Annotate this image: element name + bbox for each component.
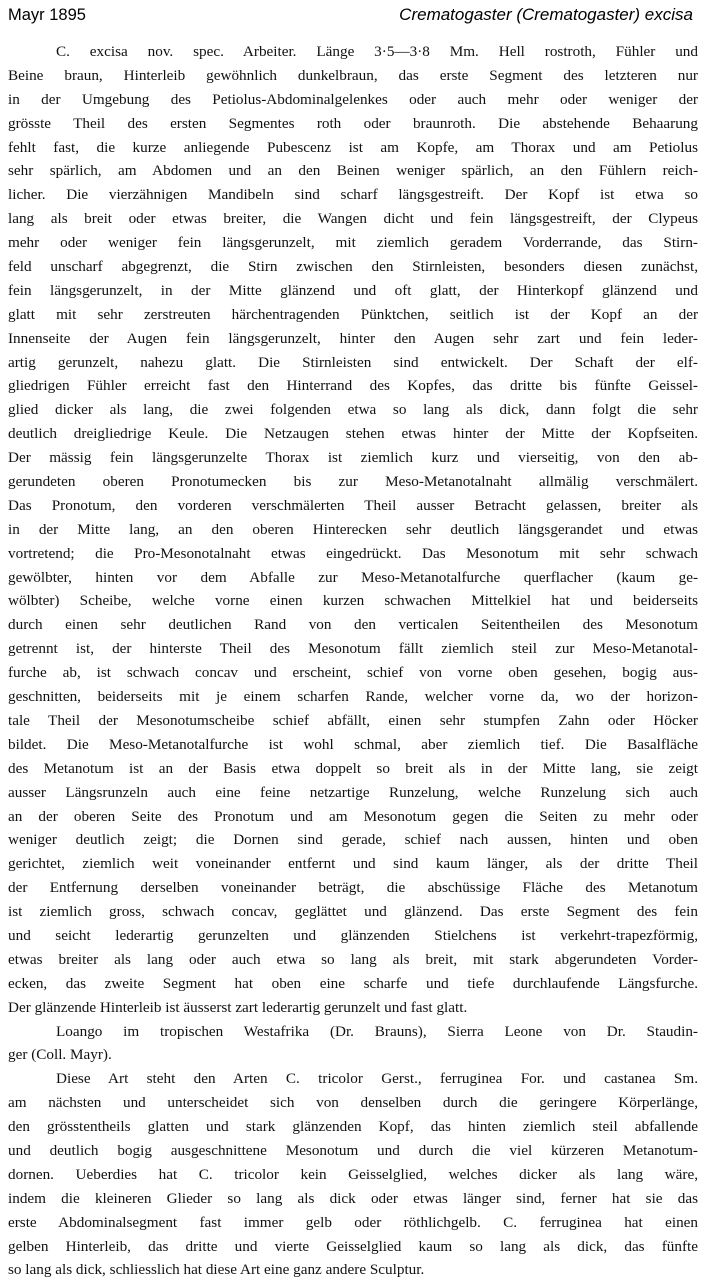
text-line: deutlich dreigliedrige Keule. Die Netzaugen stehen etwas hinter der Mitte der Kopfseiten. xyxy=(8,425,698,443)
text-line: und deutlich bogig ausgeschnittene Mesonotum und durch die viel kürzeren Metanotum- xyxy=(8,1141,698,1159)
text-line: tale Theil der Mesonotumscheibe schief abfällt, einen sehr stumpfen Zahn oder Höcker xyxy=(8,711,698,729)
text-line: vortretend; die Pro-Mesonotalnaht etwas eingedrückt. Das Mesonotum mit sehr schwach xyxy=(8,544,698,562)
text-line: am nächsten und unterscheidet sich von denselben durch die geringere Körperlänge, xyxy=(8,1094,698,1112)
text-line: indem die kleineren Glieder so lang als dick oder etwas länger sind, ferner hat sie das xyxy=(8,1189,698,1207)
text-line: fein längsgerunzelt, in der Mitte glänzend und oft glatt, der Hinterkopf glänzend und xyxy=(8,281,698,299)
text-line: licher. Die vierzähnigen Mandibeln sind scharf längsgestreift. Der Kopf ist etwa so xyxy=(8,186,698,204)
text-line: des Metanotum ist an der Basis etwa doppelt so breit als in der Mitte lang, sie zeigt xyxy=(8,759,698,777)
text-line: weniger deutlich zeigt; die Dornen sind gerade, schief nach aussen, hinten und oben xyxy=(8,831,698,849)
text-line: Der mässig fein längsgerunzelte Thorax ist ziemlich kurz und vierseitig, von den ab- xyxy=(8,449,698,467)
text-line: etwas breiter als lang oder auch etwa so lang als breit, mit stark abgerundeten Vorder- xyxy=(8,950,698,968)
text-line: Diese Art steht den Arten C. tricolor Gerst., ferruginea For. und castanea Sm. xyxy=(56,1070,698,1088)
text-line: und seicht lederartig gerunzelten und glänzenden Stielchens ist verkehrt-trapezförmig, xyxy=(8,926,698,944)
text-line: Loango im tropischen Westafrika (Dr. Brauns), Sierra Leone von Dr. Staudin- xyxy=(56,1022,698,1040)
text-line: erste Abdominalsegment fast immer gelb oder röthlichgelb. C. ferruginea hat einen xyxy=(8,1213,698,1231)
text-line: durch einen sehr deutlichen Rand von den verticalen Seitentheilen des Mesonotum xyxy=(8,616,698,634)
text-line: gliedrigen Fühler erreicht fast den Hinterrand des Kopfes, das dritte bis fünfte Geissel- xyxy=(8,377,698,395)
paragraph xyxy=(8,1067,698,1282)
text-line: mehr oder weniger fein längsgerunzelt, mit ziemlich geradem Vorderrande, das Stirn- xyxy=(8,234,698,252)
text-line: gerichtet, ziemlich weit voneinander entfernt und sind kaum länger, als der dritte Theil xyxy=(8,855,698,873)
text-line: grösste Theil des ersten Segmentes roth oder braunroth. Die abstehende Behaarung xyxy=(8,114,698,132)
text-line: artig gerunzelt, nahezu glatt. Die Stirnleisten sind entwickelt. Der Schaft der elf- xyxy=(8,353,698,371)
running-head-taxon: Crematogaster (Crematogaster) excisa xyxy=(399,5,693,24)
text-line: glatt mit sehr zerstreuten härchentragenden Pünktchen, seitlich ist der Kopf an der xyxy=(8,305,698,323)
text-line: den grösstentheils glatten und stark glänzenden Kopf, das hinten ziemlich steil abfallende xyxy=(8,1118,698,1136)
text-line: Innenseite der Augen fein längsgerunzelt, hinter den Augen sehr zart und fein leder- xyxy=(8,329,698,347)
text-line: bildet. Die Meso-Metanotalfurche ist wohl schmal, aber ziemlich tief. Die Basalfläche xyxy=(8,735,698,753)
text-line: gewölbter, hinten vor dem Abfalle zur Meso-Metanotalfurche querflacher (kaum ge- xyxy=(8,568,698,586)
text-line: ecken, das zweite Segment hat oben eine scharfe und tiefe durchlaufende Längsfurche. xyxy=(8,974,698,992)
paragraph xyxy=(8,1020,698,1068)
text-line: getrennt ist, der hinterste Theil des Mesonotum fällt ziemlich steil zur Meso-Metanotal- xyxy=(8,640,698,658)
text-line: dornen. Ueberdies hat C. tricolor kein Geisselglied, welches dicker als lang wäre, xyxy=(8,1165,698,1183)
text-line: Beine braun, Hinterleib gewöhnlich dunkelbraun, das erste Segment des letzteren nur xyxy=(8,66,698,84)
text-line: fehlt fast, die kurze anliegende Pubescenz ist am Kopfe, am Thorax und am Petiolus xyxy=(8,138,698,156)
text-line: so lang als dick, schliesslich hat diese Art eine ganz andere Sculptur. xyxy=(8,1261,425,1279)
text-line: C. excisa nov. spec. Arbeiter. Länge 3·5—3·8 Mm. Hell rostroth, Fühler und xyxy=(56,43,698,60)
paragraph xyxy=(8,40,698,1020)
text-line: glied dicker als lang, die zwei folgenden etwa so lang als dick, dann folgt die sehr xyxy=(8,401,698,419)
text-line: in der Mitte lang, an den oberen Hinterecken sehr deutlich längsgerandet und etwas xyxy=(8,520,698,538)
text-line: gelben Hinterleib, das dritte und vierte Geisselglied kaum so lang als dick, das fünfte xyxy=(8,1237,698,1255)
text-line: in der Umgebung des Petiolus-Abdominalgelenkes oder auch mehr oder weniger der xyxy=(8,90,698,108)
page-body xyxy=(8,40,698,1282)
text-line: ist ziemlich gross, schwach concav, geglättet und glänzend. Das erste Segment des fein xyxy=(8,903,698,921)
text-line: lang als breit oder etwas breiter, die Wangen dicht und fein längsgestreift, der Clypeus xyxy=(8,210,698,228)
text-line: geschnitten, beiderseits mit je einem scharfen Rande, welcher vorne da, wo der horizon- xyxy=(8,688,698,706)
text-line: der Entfernung derselben voneinander beträgt, die abschüssige Fläche des Metanotum xyxy=(8,879,698,897)
text-line: sehr spärlich, am Abdomen und an den Beinen weniger spärlich, an den Fühlern reich- xyxy=(8,162,698,180)
text-line: ger (Coll. Mayr). xyxy=(8,1046,112,1064)
text-line: furche ab, ist schwach concav und erscheint, schief von vorne oben gesehen, bogig aus- xyxy=(8,664,698,682)
text-line: wölbter) Scheibe, welche vorne einen kurzen schwachen Mittelkiel hat und beiderseits xyxy=(8,592,698,610)
text-line: gerundeten oberen Pronotumecken bis zur Meso-Metanotalnaht allmälig verschmälert. xyxy=(8,473,698,491)
text-line: ausser Längsrunzeln auch eine feine netzartige Runzelung, welche Runzelung sich auch xyxy=(8,783,698,801)
text-line: Der glänzende Hinterleib ist äusserst zart lederartig gerunzelt und fast glatt. xyxy=(8,998,468,1016)
text-line: feld unscharf abgegrenzt, die Stirn zwischen den Stirnleisten, besonders diesen zunächst, xyxy=(8,258,698,276)
running-head-author-year: Mayr 1895 xyxy=(8,6,86,24)
text-line: an der oberen Seite des Pronotum und am Mesonotum gegen die Seiten zu mehr oder xyxy=(8,807,698,825)
text-line: Das Pronotum, den vorderen verschmälerten Theil ausser Betracht gelassen, breiter als xyxy=(8,496,698,514)
